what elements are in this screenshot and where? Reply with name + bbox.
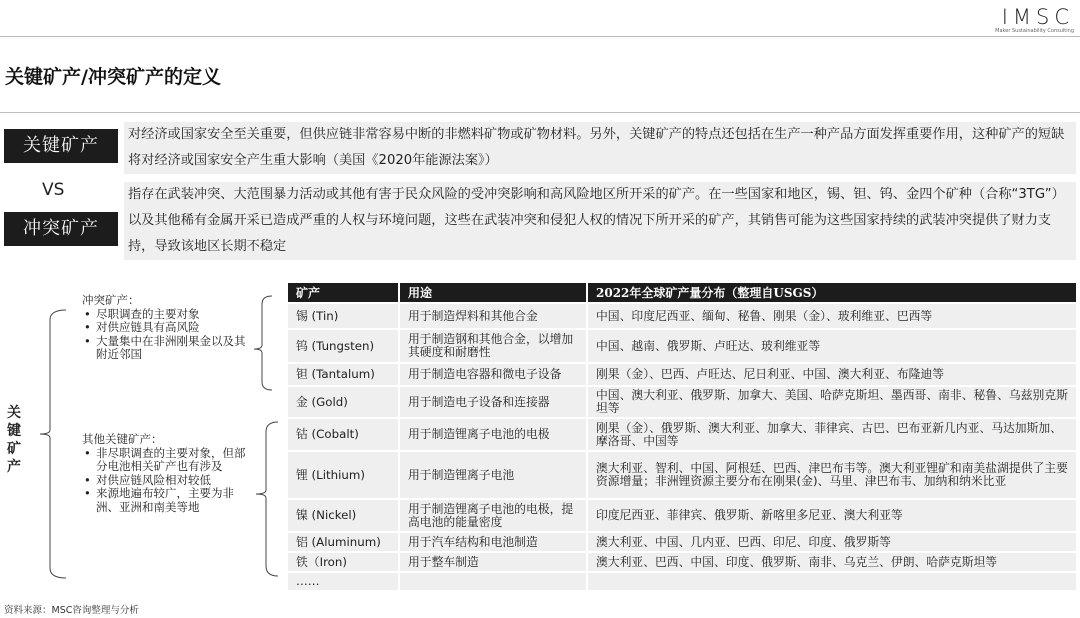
key-minerals-definition: 对经济或国家安全至关重要，但供应链非常容易中断的非燃料矿物或矿物材料。另外，关键矿产的特点还包括在生产一种产品方面发挥重要作用，这种矿产的短缺将对经济或国家安全产生重大影响（美国《2020年能源法案》）	[124, 122, 1076, 174]
table-cell: 用于制造电容器和微电子设备	[398, 364, 586, 385]
table-row	[288, 573, 1076, 590]
table-cell: 用于汽车结构和电池制造	[398, 533, 586, 551]
table-row	[288, 364, 1076, 385]
table-row	[288, 500, 1076, 531]
list-item: • 对供应链具有高风险	[82, 321, 247, 335]
table-cell: 澳大利亚、智利、中国、阿根廷、巴西、津巴布韦等。澳大利亚锂矿和南美盐湖提供了主要资源增量；非洲锂资源主要分布在刚果(金)、马里、津巴布韦、加纳和纳米比亚	[586, 452, 1076, 498]
other-bracket	[256, 422, 278, 576]
list-item: • 非尽职调查的主要对象，但部分电池相关矿产也有涉及	[82, 447, 247, 474]
column-header: 矿产	[288, 283, 398, 302]
table-row	[288, 304, 1076, 328]
logo-mark: IMSC	[1001, 5, 1074, 29]
table-row	[288, 330, 1076, 362]
conflict-bracket	[254, 296, 272, 390]
table-row	[288, 533, 1076, 551]
page-title: 关键矿产/冲突矿产的定义	[5, 66, 221, 88]
conflict-group	[82, 294, 247, 362]
conflict-group-heading: 冲突矿产：	[82, 293, 140, 307]
logo-subtitle: Maker Sustainability Consulting	[995, 28, 1074, 34]
table-cell: 刚果（金）、俄罗斯、澳大利亚、加拿大、菲律宾、古巴、巴布亚新几内亚、马达加斯加、摩洛哥、中国等	[586, 419, 1076, 450]
table-cell: 金 (Gold)	[288, 387, 398, 417]
table-cell: 镍 (Nickel)	[288, 500, 398, 531]
table-cell: 刚果（金）、巴西、卢旺达、尼日利亚、中国、澳大利亚、布隆迪等	[586, 364, 1076, 385]
table-cell: 铝 (Aluminum)	[288, 533, 398, 551]
table-row	[288, 553, 1076, 571]
table-row	[288, 452, 1076, 498]
source-note: 资料来源：MSC咨询整理与分析	[4, 605, 139, 616]
table-cell: ……	[288, 573, 398, 590]
other-group-heading: 其他关键矿产：	[82, 432, 163, 446]
table-cell: 用于制造钢和其他合金，以增加其硬度和耐磨性	[398, 330, 586, 362]
table-cell: 中国、印度尼西亚、缅甸、秘鲁、刚果（金）、玻利维亚、巴西等	[586, 304, 1076, 328]
list-item: • 来源地遍布较广，主要为非洲、亚洲和南美等地	[82, 487, 247, 514]
conflict-minerals-badge: 冲突矿产	[4, 212, 118, 246]
tree-root-label: 关键矿产	[7, 405, 21, 475]
table-cell: 锂 (Lithium)	[288, 452, 398, 498]
table-cell: 用于制造锂离子电池的电极，提高电池的能量密度	[398, 500, 586, 531]
other-group	[82, 433, 247, 514]
table-cell: 中国、澳大利亚、俄罗斯、加拿大、美国、哈萨克斯坦、墨西哥、南非、秘鲁、乌兹别克斯坦等	[586, 387, 1076, 417]
table-header-row	[288, 283, 1076, 302]
table-row	[288, 387, 1076, 417]
table-cell: 中国、越南、俄罗斯、卢旺达、玻利维亚等	[586, 330, 1076, 362]
minerals-table	[288, 281, 1076, 592]
table-cell: 澳大利亚、巴西、中国、印度、俄罗斯、南非、乌克兰、伊朗、哈萨克斯坦等	[586, 553, 1076, 571]
table-cell	[398, 573, 586, 590]
brand-logo	[988, 6, 1074, 34]
table-cell: 锡 (Tin)	[288, 304, 398, 328]
table-cell: 用于整车制造	[398, 553, 586, 571]
column-header: 用途	[398, 283, 586, 302]
list-item: • 大量集中在非洲刚果金以及其附近邻国	[82, 335, 247, 362]
table-cell	[586, 573, 1076, 590]
vs-label: VS	[42, 180, 65, 200]
table-cell: 用于制造锂离子电池的电极	[398, 419, 586, 450]
table-cell: 钽 (Tantalum)	[288, 364, 398, 385]
conflict-minerals-definition: 指存在武装冲突、大范围暴力活动或其他有害于民众风险的受冲突影响和高风险地区所开采的矿产。在一些国家和地区，锡、钽、钨、金四个矿种（合称“3TG”）以及其他稀有金属开采已造成严重的人权与环境问题，这些在武装冲突和侵犯人权的情况下所开采的矿产，其销售可能为这些国家持续的武装冲突提供了财力支持，导致该地区长期不稳定	[124, 182, 1076, 260]
list-item: • 对供应链风险相对较低	[82, 474, 247, 488]
table-cell: 铁（Iron)	[288, 553, 398, 571]
column-header: 2022年全球矿产量分布（整理自USGS）	[586, 283, 1076, 302]
table-cell: 澳大利亚、中国、几内亚、巴西、印尼、印度、俄罗斯等	[586, 533, 1076, 551]
table-cell: 钨 (Tungsten)	[288, 330, 398, 362]
key-minerals-badge: 关键矿产	[4, 129, 118, 163]
table-cell: 印度尼西亚、菲律宾、俄罗斯、新喀里多尼亚、澳大利亚等	[586, 500, 1076, 531]
table-cell: 钴 (Cobalt)	[288, 419, 398, 450]
table-cell: 用于制造焊料和其他合金	[398, 304, 586, 328]
table-cell: 用于制造锂离子电池	[398, 452, 586, 498]
list-item: • 尽职调查的主要对象	[82, 308, 247, 322]
table-row	[288, 419, 1076, 450]
root-bracket	[40, 310, 66, 578]
table-cell: 用于制造电子设备和连接器	[398, 387, 586, 417]
